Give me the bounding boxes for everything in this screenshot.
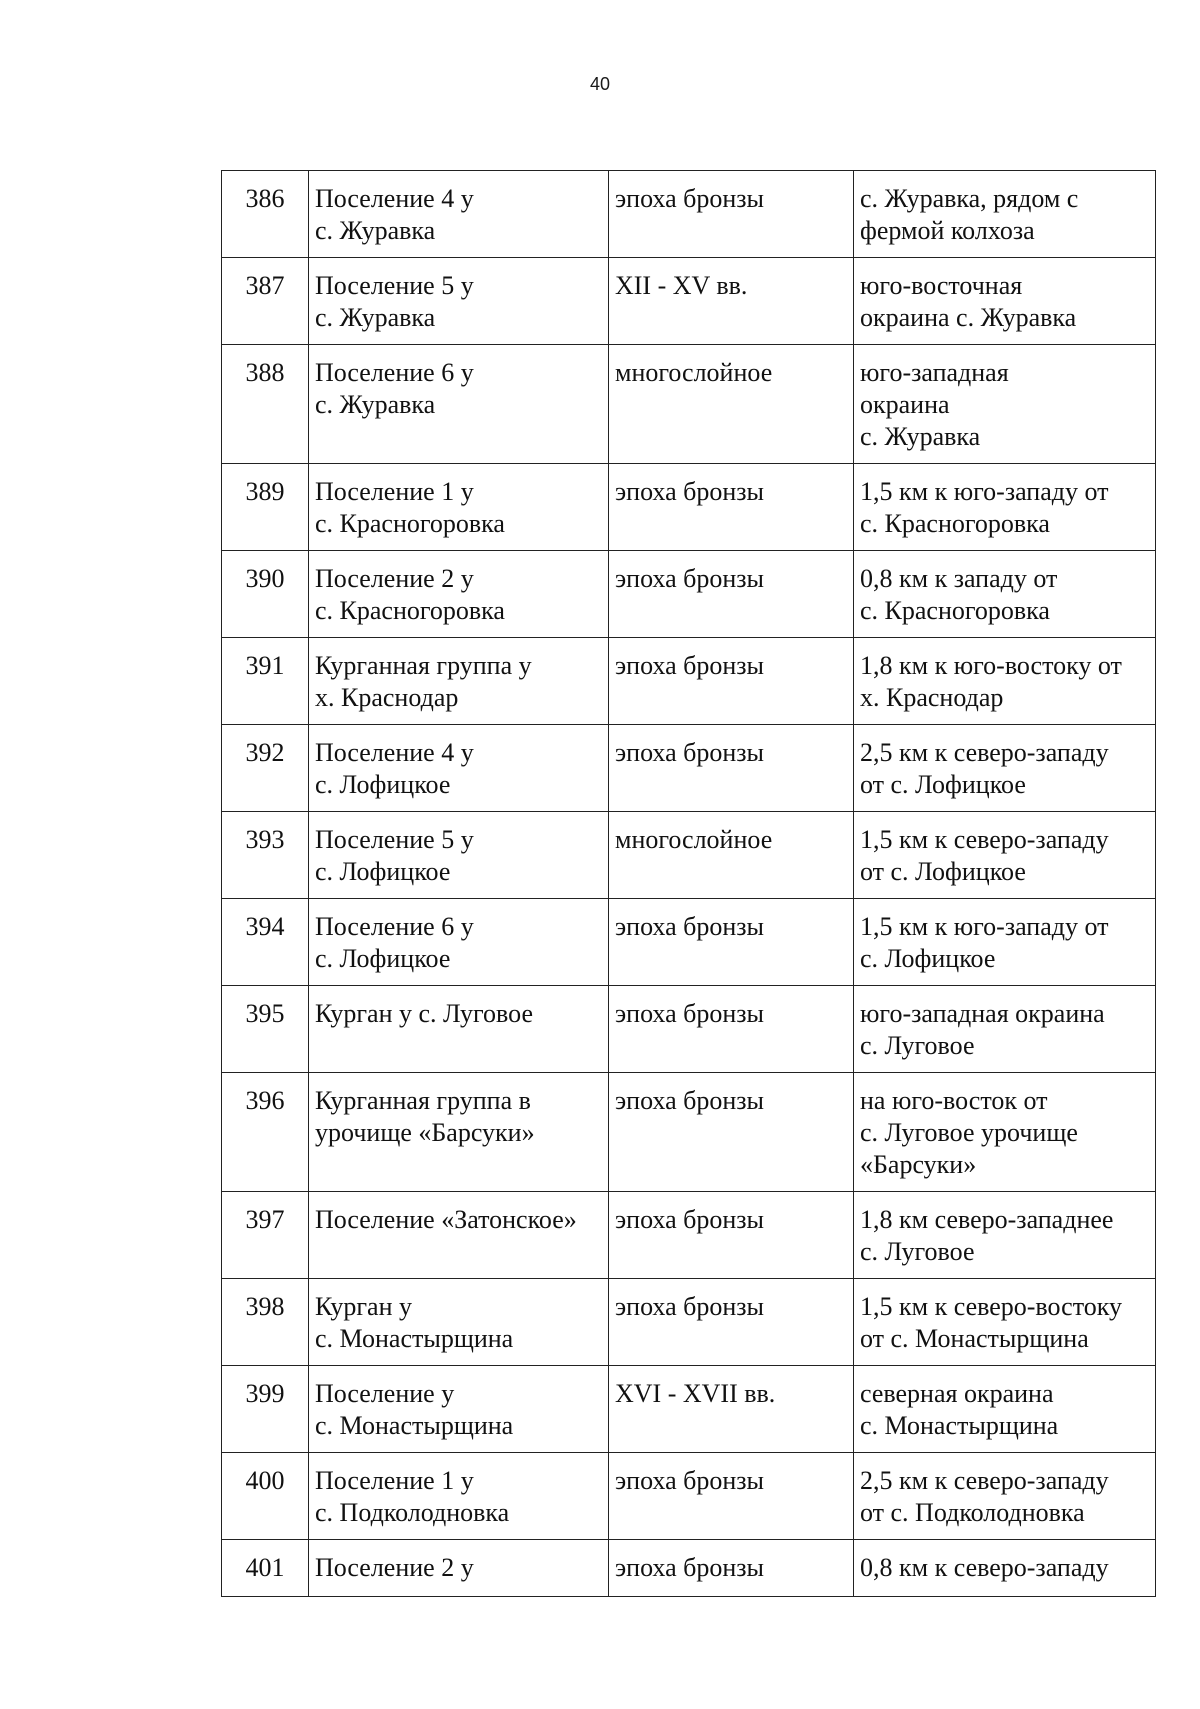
site-period: многослойное [609,345,854,464]
row-number: 393 [222,812,309,899]
table-row [222,1073,1156,1192]
site-location: северная окраина с. Монастырщина [854,1366,1156,1453]
site-period: XII - XV вв. [609,258,854,345]
site-name: Поселение 4 у с. Журавка [309,171,609,258]
site-location: 1,5 км к северо-востоку от с. Монастырщина [854,1279,1156,1366]
site-name: Поселение 1 у с. Красногоровка [309,464,609,551]
site-period: эпоха бронзы [609,171,854,258]
site-location: 1,5 км к юго-западу от с. Лофицкое [854,899,1156,986]
table-row [222,258,1156,345]
site-location: 1,8 км северо-западнее с. Луговое [854,1192,1156,1279]
site-period: эпоха бронзы [609,638,854,725]
site-period: эпоха бронзы [609,986,854,1073]
row-number: 392 [222,725,309,812]
site-period: эпоха бронзы [609,1192,854,1279]
table-row [222,345,1156,464]
site-location: 2,5 км к северо-западу от с. Подколодновка [854,1453,1156,1540]
site-period: многослойное [609,812,854,899]
site-location: юго-западная окраина с. Луговое [854,986,1156,1073]
site-location: 0,8 км к северо-западу [854,1540,1156,1597]
heritage-sites-table [221,170,1156,1597]
site-period: эпоха бронзы [609,551,854,638]
table-row [222,551,1156,638]
table-row [222,812,1156,899]
site-period: эпоха бронзы [609,725,854,812]
table-row [222,1540,1156,1597]
site-period: эпоха бронзы [609,1453,854,1540]
site-location: 2,5 км к северо-западу от с. Лофицкое [854,725,1156,812]
site-period: эпоха бронзы [609,1540,854,1597]
site-name: Поселение 6 у с. Лофицкое [309,899,609,986]
site-name: Курганная группа у х. Краснодар [309,638,609,725]
site-name: Поселение 5 у с. Лофицкое [309,812,609,899]
site-location: на юго-восток от с. Луговое урочище «Барсуки» [854,1073,1156,1192]
table-row [222,171,1156,258]
table-row [222,464,1156,551]
site-location: 1,5 км к северо-западу от с. Лофицкое [854,812,1156,899]
site-location: юго-западная окраина с. Журавка [854,345,1156,464]
row-number: 390 [222,551,309,638]
row-number: 396 [222,1073,309,1192]
site-name: Поселение 6 у с. Журавка [309,345,609,464]
table-row [222,1453,1156,1540]
row-number: 399 [222,1366,309,1453]
site-location: 1,5 км к юго-западу от с. Красногоровка [854,464,1156,551]
row-number: 386 [222,171,309,258]
site-period: эпоха бронзы [609,1279,854,1366]
site-location: с. Журавка, рядом с фермой колхоза [854,171,1156,258]
row-number: 394 [222,899,309,986]
site-location: юго-восточная окраина с. Журавка [854,258,1156,345]
table-row [222,1192,1156,1279]
row-number: 400 [222,1453,309,1540]
site-period: XVI - XVII вв. [609,1366,854,1453]
row-number: 387 [222,258,309,345]
site-name: Поселение у с. Монастырщина [309,1366,609,1453]
table-row [222,986,1156,1073]
site-location: 0,8 км к западу от с. Красногоровка [854,551,1156,638]
site-name: Поселение 2 у [309,1540,609,1597]
row-number: 398 [222,1279,309,1366]
site-period: эпоха бронзы [609,1073,854,1192]
site-name: Поселение 1 у с. Подколодновка [309,1453,609,1540]
table-row [222,1279,1156,1366]
table-row [222,638,1156,725]
table-row [222,1366,1156,1453]
site-name: Поселение 2 у с. Красногоровка [309,551,609,638]
site-name: Курган у с. Луговое [309,986,609,1073]
row-number: 397 [222,1192,309,1279]
site-period: эпоха бронзы [609,464,854,551]
row-number: 391 [222,638,309,725]
page-number: 40 [589,74,611,94]
site-name: Поселение 4 у с. Лофицкое [309,725,609,812]
site-period: эпоха бронзы [609,899,854,986]
row-number: 401 [222,1540,309,1597]
row-number: 389 [222,464,309,551]
site-name: Поселение 5 у с. Журавка [309,258,609,345]
row-number: 395 [222,986,309,1073]
site-name: Курганная группа в урочище «Барсуки» [309,1073,609,1192]
table-row [222,725,1156,812]
site-name: Курган у с. Монастырщина [309,1279,609,1366]
site-location: 1,8 км к юго-востоку от х. Краснодар [854,638,1156,725]
row-number: 388 [222,345,309,464]
table-row [222,899,1156,986]
site-name: Поселение «Затонское» [309,1192,609,1279]
